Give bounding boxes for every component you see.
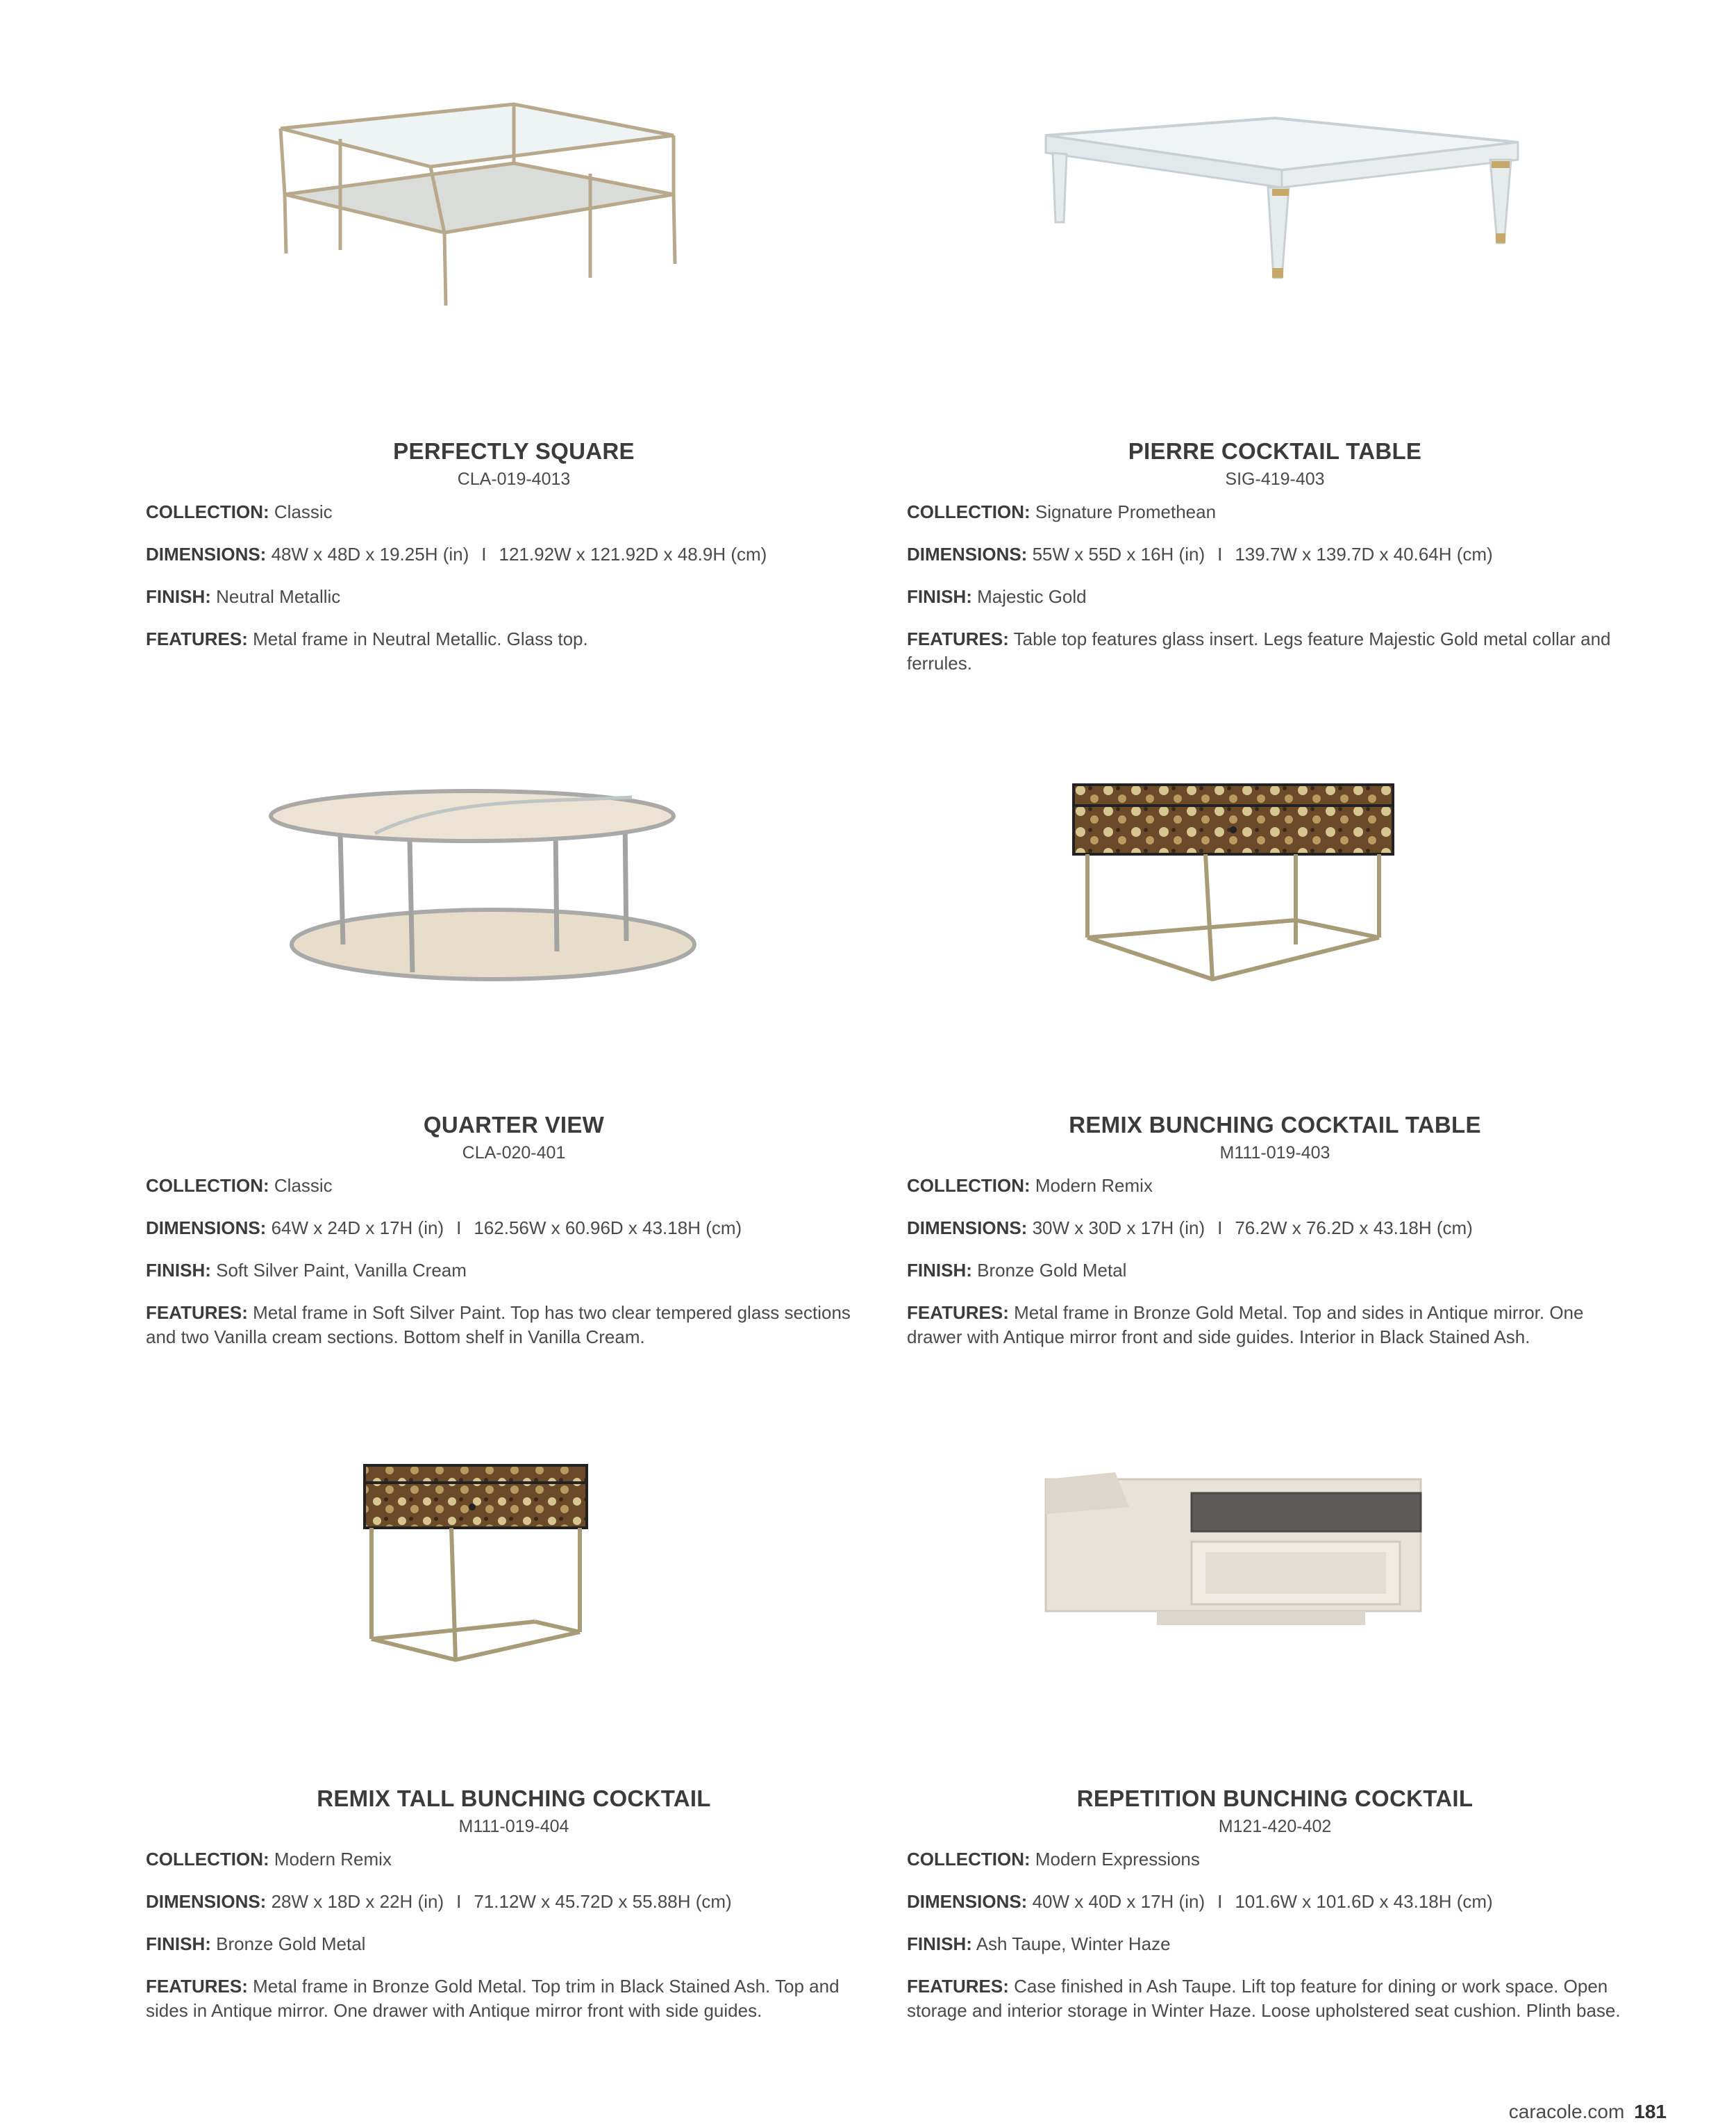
features-value: Metal frame in Bronze Gold Metal. Top trim in Black Stained Ash. Top and sides in Antique mirror. One drawer with Antique mirror front with side guides. xyxy=(146,1976,840,2021)
page-number: 181 xyxy=(1634,2101,1667,2122)
dimensions-inches: 55W x 55D x 16H (in) xyxy=(1032,544,1205,565)
spec-dimensions xyxy=(146,542,882,567)
features-value: Case finished in Ash Taupe. Lift top feature for dining or work space. Open storage and interior storage in Winter Haze. Loose upholstered seat cushion. Plinth base. xyxy=(907,1976,1621,2021)
spec-collection xyxy=(907,1847,1643,1872)
website-link[interactable]: caracole.com xyxy=(1508,2101,1625,2122)
spec-collection xyxy=(146,1847,882,1872)
dimensions-cm: 101.6W x 101.6D x 43.18H (cm) xyxy=(1235,1891,1493,1912)
spec-dimensions xyxy=(146,1890,882,1914)
spec-finish xyxy=(907,1932,1643,1956)
dimensions-label: DIMENSIONS: xyxy=(907,544,1028,565)
collection-value: Modern Remix xyxy=(1035,1175,1153,1196)
features-label: FEATURES: xyxy=(907,628,1009,649)
finish-value: Bronze Gold Metal xyxy=(216,1933,366,1954)
spec-features xyxy=(146,1974,882,2023)
spec-collection xyxy=(907,1174,1643,1198)
product-photo xyxy=(907,90,1643,326)
spec-features xyxy=(146,627,882,651)
product-photo xyxy=(907,1438,1643,1674)
dimensions-cm: 162.56W x 60.96D x 43.18H (cm) xyxy=(474,1217,742,1238)
finish-label: FINISH: xyxy=(907,1260,972,1281)
dimensions-label: DIMENSIONS: xyxy=(146,1217,267,1238)
product-sku: SIG-419-403 xyxy=(1225,469,1325,489)
product-name: REMIX BUNCHING COCKTAIL TABLE xyxy=(1069,1112,1481,1138)
product-card-remix-tall-bunching-cocktail xyxy=(146,1438,882,2023)
page-footer xyxy=(1509,2101,1667,2123)
dimensions-inches: 28W x 18D x 22H (in) xyxy=(271,1891,444,1912)
finish-label: FINISH: xyxy=(146,586,211,607)
product-sku: CLA-020-401 xyxy=(462,1143,566,1163)
product-card-pierre-cocktail-table xyxy=(907,90,1643,676)
oval-table-illustration xyxy=(146,764,882,1000)
spec-features xyxy=(146,1301,882,1349)
dimensions-label: DIMENSIONS: xyxy=(907,1217,1028,1238)
finish-label: FINISH: xyxy=(907,586,972,607)
features-label: FEATURES: xyxy=(907,1302,1009,1323)
features-label: FEATURES: xyxy=(146,1976,248,1997)
dimensions-cm: 71.12W x 45.72D x 55.88H (cm) xyxy=(474,1891,732,1912)
product-name: PIERRE COCKTAIL TABLE xyxy=(1128,438,1422,464)
spec-collection xyxy=(146,1174,882,1198)
dimensions-label: DIMENSIONS: xyxy=(146,544,267,565)
spec-dimensions xyxy=(907,1216,1643,1240)
finish-label: FINISH: xyxy=(146,1260,211,1281)
glass-table-illustration xyxy=(146,90,882,326)
dimension-separator: I xyxy=(456,1891,462,1912)
finish-value: Bronze Gold Metal xyxy=(977,1260,1127,1281)
product-sku: CLA-019-4013 xyxy=(457,469,571,489)
spec-finish xyxy=(146,585,882,609)
features-value: Table top features glass insert. Legs feature Majestic Gold metal collar and ferrules. xyxy=(907,628,1611,674)
features-value: Metal frame in Soft Silver Paint. Top has two clear tempered glass sections and two Vanilla cream sections. Bottom shelf in Vanilla Cream. xyxy=(146,1302,851,1347)
collection-label: COLLECTION: xyxy=(146,1175,269,1196)
spec-features xyxy=(907,627,1643,676)
dimensions-cm: 139.7W x 139.7D x 40.64H (cm) xyxy=(1235,544,1493,565)
spec-dimensions xyxy=(907,542,1643,567)
dimensions-label: DIMENSIONS: xyxy=(146,1891,267,1912)
product-photo xyxy=(146,1438,882,1674)
product-photo xyxy=(146,764,882,1000)
dimensions-cm: 76.2W x 76.2D x 43.18H (cm) xyxy=(1235,1217,1473,1238)
dimension-separator: I xyxy=(481,544,487,565)
product-name: PERFECTLY SQUARE xyxy=(393,438,635,464)
product-card-perfectly-square xyxy=(146,90,882,651)
product-sku: M111-019-404 xyxy=(458,1817,569,1836)
spec-features xyxy=(907,1301,1643,1349)
product-sku: M121-420-402 xyxy=(1218,1817,1332,1836)
dimension-separator: I xyxy=(456,1217,462,1238)
finish-value: Ash Taupe, Winter Haze xyxy=(976,1933,1171,1954)
collection-label: COLLECTION: xyxy=(146,501,269,522)
finish-value: Soft Silver Paint, Vanilla Cream xyxy=(216,1260,467,1281)
collection-label: COLLECTION: xyxy=(907,501,1030,522)
spec-collection xyxy=(907,500,1643,524)
features-value: Metal frame in Neutral Metallic. Glass top. xyxy=(253,628,588,649)
product-name: REPETITION BUNCHING COCKTAIL xyxy=(1076,1785,1474,1811)
collection-value: Classic xyxy=(274,1175,333,1196)
dimensions-cm: 121.92W x 121.92D x 48.9H (cm) xyxy=(499,544,767,565)
product-name: QUARTER VIEW xyxy=(423,1112,605,1138)
product-photo xyxy=(146,90,882,326)
mirror-cube-table-illustration xyxy=(907,764,1643,1000)
collection-label: COLLECTION: xyxy=(907,1849,1030,1870)
dimensions-inches: 48W x 48D x 19.25H (in) xyxy=(271,544,469,565)
dimensions-inches: 40W x 40D x 17H (in) xyxy=(1032,1891,1205,1912)
finish-label: FINISH: xyxy=(146,1933,211,1954)
finish-value: Neutral Metallic xyxy=(216,586,341,607)
spec-finish xyxy=(907,585,1643,609)
collection-value: Modern Remix xyxy=(274,1849,392,1870)
dimension-separator: I xyxy=(1217,544,1223,565)
ottoman-table-illustration xyxy=(907,1438,1643,1674)
finish-value: Majestic Gold xyxy=(977,586,1087,607)
spec-dimensions xyxy=(907,1890,1643,1914)
dimensions-inches: 30W x 30D x 17H (in) xyxy=(1032,1217,1205,1238)
dimensions-inches: 64W x 24D x 17H (in) xyxy=(271,1217,444,1238)
product-name: REMIX TALL BUNCHING COCKTAIL xyxy=(317,1785,711,1811)
features-label: FEATURES: xyxy=(146,1302,248,1323)
features-label: FEATURES: xyxy=(907,1976,1009,1997)
acrylic-table-illustration xyxy=(907,90,1643,326)
product-photo xyxy=(907,764,1643,1000)
collection-value: Signature Promethean xyxy=(1035,501,1217,522)
spec-dimensions xyxy=(146,1216,882,1240)
features-value: Metal frame in Bronze Gold Metal. Top and sides in Antique mirror. One drawer with Antique mirror front and side guides. Interior in Black Stained Ash. xyxy=(907,1302,1584,1347)
dimension-separator: I xyxy=(1217,1217,1223,1238)
collection-label: COLLECTION: xyxy=(146,1849,269,1870)
product-card-remix-bunching-cocktail-table xyxy=(907,764,1643,1349)
spec-collection xyxy=(146,500,882,524)
spec-finish xyxy=(907,1258,1643,1283)
spec-finish xyxy=(146,1258,882,1283)
product-card-quarter-view xyxy=(146,764,882,1349)
features-label: FEATURES: xyxy=(146,628,248,649)
collection-value: Modern Expressions xyxy=(1035,1849,1200,1870)
dimensions-label: DIMENSIONS: xyxy=(907,1891,1028,1912)
product-sku: M111-019-403 xyxy=(1219,1143,1330,1163)
tall-mirror-table-illustration xyxy=(146,1438,882,1674)
dimension-separator: I xyxy=(1217,1891,1223,1912)
collection-value: Classic xyxy=(274,501,333,522)
collection-label: COLLECTION: xyxy=(907,1175,1030,1196)
product-card-repetition-bunching-cocktail xyxy=(907,1438,1643,2023)
spec-features xyxy=(907,1974,1643,2023)
spec-finish xyxy=(146,1932,882,1956)
finish-label: FINISH: xyxy=(907,1933,972,1954)
